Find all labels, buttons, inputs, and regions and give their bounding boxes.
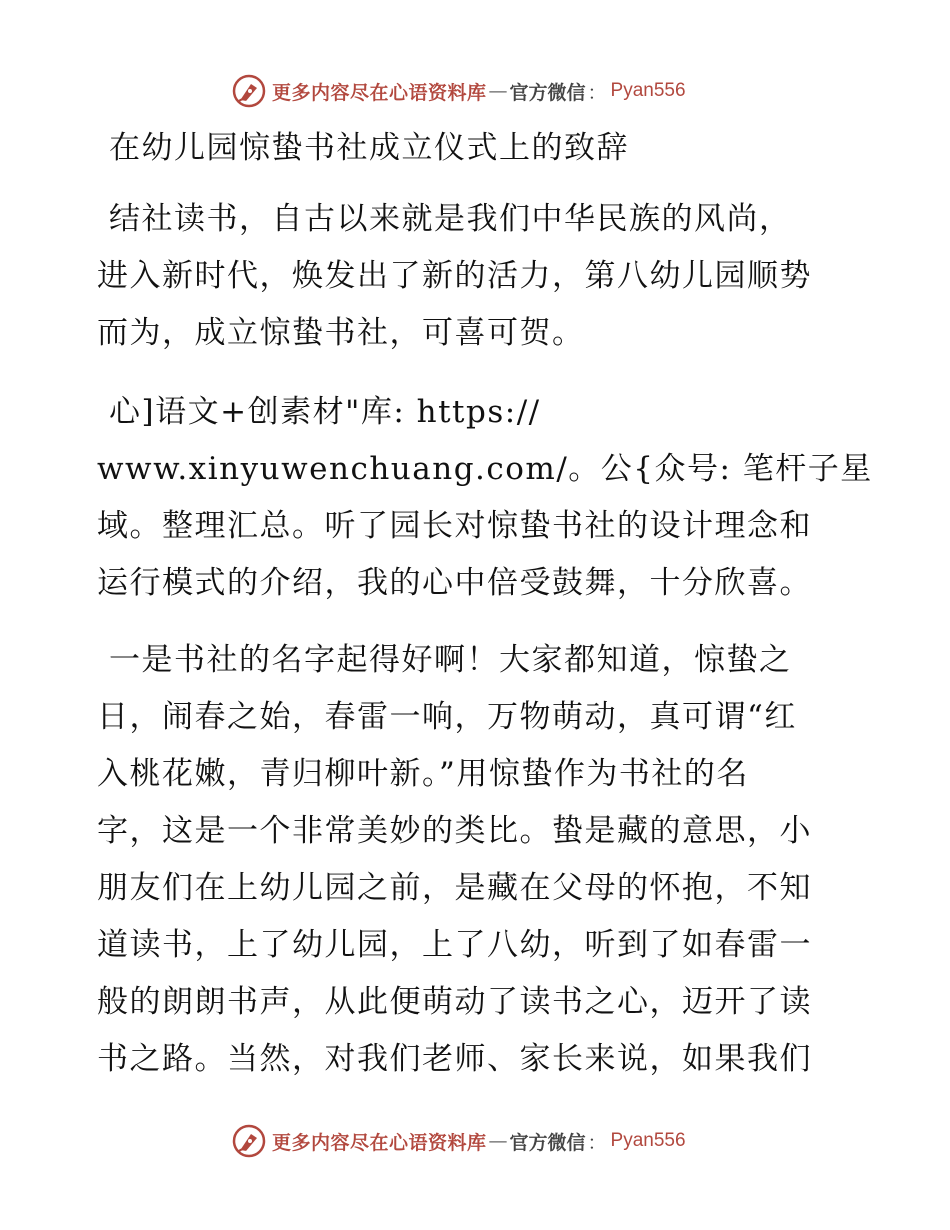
pen-nib-circle-icon: [232, 74, 266, 108]
paragraph-line: 心]语文+创素材"库: https://: [109, 394, 541, 430]
banner-separator: —: [488, 1130, 508, 1152]
banner-colon: ：: [587, 1131, 607, 1154]
banner-colon: ：: [587, 81, 607, 104]
banner-label: 官方微信: [509, 81, 586, 104]
banner-main-text: 更多内容尽在心语资料库: [272, 1131, 487, 1154]
pen-nib-circle-icon: [232, 1124, 266, 1158]
footer-watermark-banner: [232, 1121, 686, 1161]
paragraph-line: 道读书，上了幼儿园，上了八幼，听到了如春雷一: [97, 927, 812, 963]
paragraph-line: 域。整理汇总。听了园长对惊蛰书社的设计理念和: [97, 508, 812, 544]
paragraph-line: 般的朗朗书声，从此便萌动了读书之心，迈开了读: [97, 984, 812, 1020]
paragraph-1: [97, 191, 857, 362]
paragraph-line: 一是书社的名字起得好啊！大家都知道，惊蛰之: [109, 642, 792, 678]
paragraph-line: 运行模式的介绍，我的心中倍受鼓舞，十分欣喜。: [97, 565, 812, 601]
paragraph-line: 日，闹春之始，春雷一响，万物萌动，真可谓“红: [97, 699, 797, 735]
paragraph-3: [97, 632, 857, 1088]
banner-label: 官方微信: [509, 1131, 586, 1154]
paragraph-line: www.xinyuwenchuang.com/。公{众号: 笔杆子星: [97, 451, 873, 487]
paragraph-2: [97, 384, 873, 612]
paragraph-line: 字，这是一个非常美妙的类比。蛰是藏的意思，小: [97, 813, 812, 849]
paragraph-line: 进入新时代，焕发出了新的活力，第八幼儿园顺势: [97, 258, 812, 294]
paragraph-line: 书之路。当然，对我们老师、家长来说，如果我们: [97, 1041, 812, 1077]
paragraph-line: 入桃花嫩，青归柳叶新。”用惊蛰作为书社的名: [97, 756, 749, 792]
banner-main-text: 更多内容尽在心语资料库: [272, 81, 487, 104]
paragraph-line: 而为，成立惊蛰书社，可喜可贺。: [97, 315, 585, 351]
header-watermark-banner: [232, 71, 686, 111]
document-title: 在幼儿园惊蛰书社成立仪式上的致辞: [109, 130, 629, 166]
paragraph-line: 结社读书，自古以来就是我们中华民族的风尚，: [109, 201, 792, 237]
paragraph-line: 朋友们在上幼儿园之前，是藏在父母的怀抱，不知: [97, 870, 812, 906]
banner-wechat-id: Pyan556: [610, 1130, 686, 1151]
banner-wechat-id: Pyan556: [610, 80, 686, 101]
banner-separator: —: [488, 80, 508, 102]
